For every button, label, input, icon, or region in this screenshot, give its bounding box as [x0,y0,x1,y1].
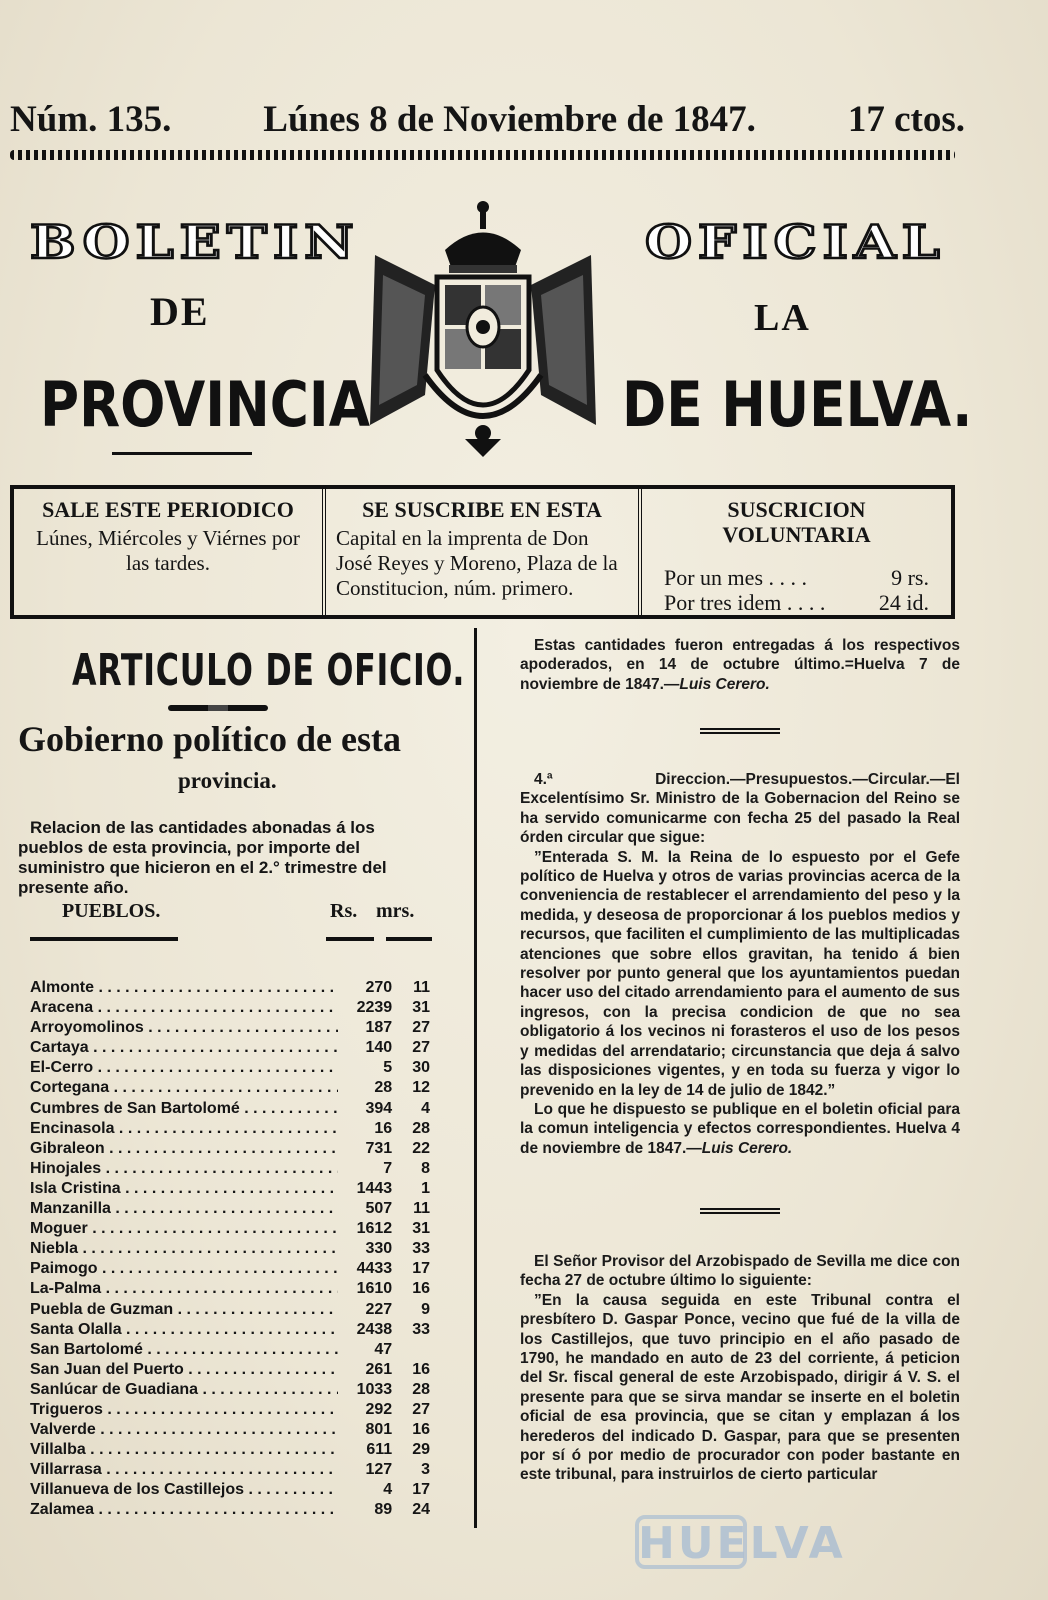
table-row [30,1179,430,1199]
provisor-intro: El Señor Provisor del Arzobispado de Sevilla me dice con fecha 27 de octubre último lo siguiente: [520,1253,960,1290]
town-name: Villanueva de los Castillejos . . . [30,1480,338,1500]
price-row-three-months [652,590,941,615]
maravedis-value: 11 [413,979,430,996]
table-row [30,1500,430,1520]
town-name: Gibraleon . . . [30,1139,338,1159]
reales-value: 507 [365,1200,393,1218]
maravedis-value: 16 [412,1280,430,1298]
town-name: Moguer . . . [30,1219,338,1239]
reales-value: 2438 [356,1320,393,1338]
reales-value: 127 [365,1461,393,1479]
reales-value: 394 [365,1099,393,1117]
town-name: Valverde . . . [30,1420,338,1440]
reales-value: 89 [374,1501,393,1519]
table-row [30,1460,430,1480]
notice-text: Estas cantidades fueron entregadas á los respectivos apoderados, en 14 de octubre último.=Huelva 7 de noviembre de 1847.— [520,637,960,693]
table-row [30,978,430,998]
ornamental-rule [10,150,955,160]
maravedis-value: 27 [412,1400,430,1418]
price-label: Por un mes . . . . [664,565,807,590]
table-row [30,1400,430,1420]
maravedis-value: 27 [412,1019,430,1037]
provisor-text: ”En la causa seguida en este Tribunal contra el presbítero D. Gaspar Ponce, vecino que fué de la villa de los Castillejos, que tuvo principio en el año pasado de 1790, he mandado en auto de 23 del corriente, á peticion del Sr. fiscal general de este Arzobispado, dirigir á V. S. el presente para que se sirva mandar se inserte en el boletin oficial de esa provincia, que se citan y emplazan á los herederos del indicado D. Gaspar, para que se presenten por sí ó por medio de procurador con poder bastante en este tribunal, para instruirlos de cierto particular [520,1291,960,1484]
table-row [30,998,430,1018]
reales-value: 1443 [356,1179,393,1197]
price-row-month [652,565,941,590]
subscribe-title: SE SUSCRIBE EN ESTA [362,497,602,522]
maravedis-value: 28 [412,1119,430,1137]
article-subheading: provincia. [178,768,277,793]
schedule-cell [14,489,326,615]
payments-table [30,978,430,1521]
town-name: Cartaya . . . [30,1038,338,1058]
maravedis-value: 33 [412,1240,430,1258]
article-heading: Gobierno político de esta [18,719,401,759]
table-row [30,1239,430,1259]
maravedis-value: 29 [412,1441,430,1459]
title-ornament [168,705,268,711]
header-rule [386,937,432,941]
maravedis-value: 30 [412,1059,430,1077]
reales-value: 7 [383,1159,393,1177]
town-name: Hinojales . . . [30,1159,338,1179]
masthead-de-huelva: DE HUELVA. [622,368,973,441]
table-row [30,1279,430,1299]
maravedis-value: 28 [412,1380,430,1398]
table-row [30,1320,430,1340]
price-value: 24 id. [878,590,929,615]
table-row [30,1380,430,1400]
town-name: Villarrasa . . . [30,1460,338,1480]
reales-value: 270 [365,979,393,996]
price-value: 9 rs. [891,565,929,590]
town-name: Isla Cristina . . . [30,1179,338,1199]
reales-value: 1610 [356,1280,393,1298]
maravedis-value: 4 [421,1099,430,1117]
pricing-cell [642,489,951,615]
table-row [30,1440,430,1460]
section-title: ARTICULO DE OFICIO. [72,645,466,696]
column-divider [474,628,477,1528]
signature: Luis Cerero. [701,1139,793,1157]
masthead-la: LA [754,297,811,339]
table-row [30,1300,430,1320]
maravedis-value: 16 [412,1421,430,1439]
reales-value: 801 [365,1421,393,1439]
maravedis-value: 11 [413,1200,430,1218]
maravedis-value: 24 [412,1501,430,1519]
maravedis-value: 1 [421,1179,430,1197]
town-name: El-Cerro . . . [30,1058,338,1078]
reales-value: 140 [365,1039,393,1057]
table-row [30,1038,430,1058]
reales-value: 292 [365,1400,393,1418]
table-row [30,1259,430,1279]
town-name: Trigueros . . . [30,1400,338,1420]
reales-value: 4 [383,1481,393,1499]
schedule-title: SALE ESTE PERIODICO [42,497,294,522]
masthead-provincia: PROVINCIA [40,368,370,441]
maravedis-value: 17 [412,1481,430,1499]
subscription-info-box [10,485,955,619]
table-row [30,1420,430,1440]
maravedis-value: 17 [412,1260,430,1278]
table-row [30,1219,430,1239]
masthead-oficial: OFICIAL [645,214,946,270]
notice-paragraph [520,636,960,694]
table-row [30,1360,430,1380]
issue-price: 17 ctos. [847,99,965,140]
reales-value: 1612 [356,1220,393,1238]
town-name: La-Palma . . . [30,1279,338,1299]
reales-value: 611 [366,1441,393,1459]
header-rule [30,937,178,941]
watermark: HUELVA [638,1518,846,1569]
royal-coat-of-arms-icon [365,195,601,457]
circular-block [520,770,960,1158]
town-name: Manzanilla . . . [30,1199,338,1219]
reales-value: 227 [365,1300,393,1318]
col-rs: Rs. [330,900,358,922]
reales-value: 4433 [356,1260,393,1278]
maravedis-value: 3 [421,1461,430,1479]
masthead-rule [112,452,252,455]
subscribe-text: Capital en la imprenta de Don José Reyes y Moreno, Plaza de la Constitucion, núm. primero. [336,526,618,600]
reales-value: 261 [365,1360,393,1378]
town-name: Zalamea . . . [30,1500,338,1520]
table-row [30,1099,430,1119]
table-row [30,1058,430,1078]
royal-order-text: ”Enterada S. M. la Reina de lo espuesto por el Gefe político de Huelva y otros de varias provincias acerca de la conveniencia de restablecer el arrendamiento del peso y la medida, y deseosa de proporcionar á los pueblos medios y recursos, que faciliten el cumplimiento de las multiplicadas atenciones que sobre ellos gravitan, ha tenido á bien resolver por punto general que los ayuntamientos puedan hacer uso del citado arrendamiento para el aumento de sus ingresos, con la precisa condicion de que no sea obligatorio á los vecinos ni forasteros el uso de los pesos y medidas del arrendatario; circunstancia que deja á salvo las disposiciones vigentes, y en toda su fuerza y vigor lo prevenido en la ley de 14 de julio de 1842.” [520,848,960,1099]
article-intro: Relacion de las cantidades abonadas á los pueblos de esta provincia, por importe del suministro que hicieron en el 2.° trimestre del presente año. [18,818,387,897]
col-mrs: mrs. [376,900,415,922]
town-name: Aracena . . . [30,998,338,1018]
issue-header [10,98,965,141]
table-row [30,1119,430,1139]
masthead-boletin: BOLETIN [30,214,360,270]
maravedis-value: 31 [412,999,430,1017]
issue-number: Núm. 135. [10,99,172,140]
maravedis-value: 22 [412,1139,430,1157]
town-name: Santa Olalla . . . [30,1320,338,1340]
reales-value: 187 [365,1019,393,1037]
reales-value: 47 [374,1340,393,1358]
reales-value: 2239 [356,999,393,1017]
town-name: San Bartolomé . . . [30,1340,338,1360]
table-row [30,1139,430,1159]
table-row [30,1159,430,1179]
table-row [30,1018,430,1038]
issue-date: Lúnes 8 de Noviembre de 1847. [263,99,756,140]
masthead-de: DE [150,289,210,334]
town-name: Villalba . . . [30,1440,338,1460]
reales-value: 16 [374,1119,393,1137]
town-name: Arroyomolinos . . . [30,1018,338,1038]
section-divider [700,728,780,734]
table-row [30,1480,430,1500]
town-name: Puebla de Guzman . . . [30,1300,338,1320]
reales-value: 28 [374,1079,393,1097]
table-row [30,1340,430,1360]
maravedis-value: 8 [421,1159,430,1177]
table-row [30,1078,430,1098]
circular-closing: Lo que he dispuesto se publique en el boletin oficial para la comun inteligencia y efectos correspondientes. Huelva 4 de noviembre de 1847.— [520,1100,960,1157]
table-header [62,900,442,923]
maravedis-value: 33 [412,1320,430,1338]
pricing-title: SUSCRICION VOLUNTARIA [722,497,871,547]
maravedis-value: 9 [421,1300,430,1318]
reales-value: 1033 [356,1380,393,1398]
maravedis-value: 31 [412,1220,430,1238]
col-pueblos: PUEBLOS. [62,900,161,922]
maravedis-value: 12 [412,1079,430,1097]
town-name: Cortegana . . . [30,1078,338,1098]
town-name: Almonte . . . [30,978,338,998]
maravedis-value: 27 [412,1039,430,1057]
provisor-block [520,1252,960,1485]
schedule-text: Lúnes, Miércoles y Viérnes por las tardes. [36,526,300,575]
price-label: Por tres idem . . . . [664,590,826,615]
town-name: Cumbres de San Bartolomé . . . [30,1099,338,1119]
table-row [30,1199,430,1219]
subscribe-cell [326,489,642,615]
town-name: Encinasola . . . [30,1119,338,1139]
reales-value: 731 [365,1139,393,1157]
maravedis-value: 16 [412,1360,430,1378]
town-name: Paimogo . . . [30,1259,338,1279]
section-divider [700,1208,780,1214]
reales-value: 330 [365,1240,393,1258]
maravedis-value [396,1340,430,1360]
town-name: Niebla . . . [30,1239,338,1259]
signature: Luis Cerero. [679,675,770,693]
reales-value: 5 [383,1059,393,1077]
header-rule [326,937,374,941]
town-name: San Juan del Puerto . . . [30,1360,338,1380]
circular-intro: 4.ª Direccion.—Presupuestos.—Circular.—El Excelentísimo Sr. Ministro de la Gobernacion del Reino se ha servido comunicarme con fecha 25 del pasado la Real órden circular que sigue: [520,771,960,847]
town-name: Sanlúcar de Guadiana . . . [30,1380,338,1400]
